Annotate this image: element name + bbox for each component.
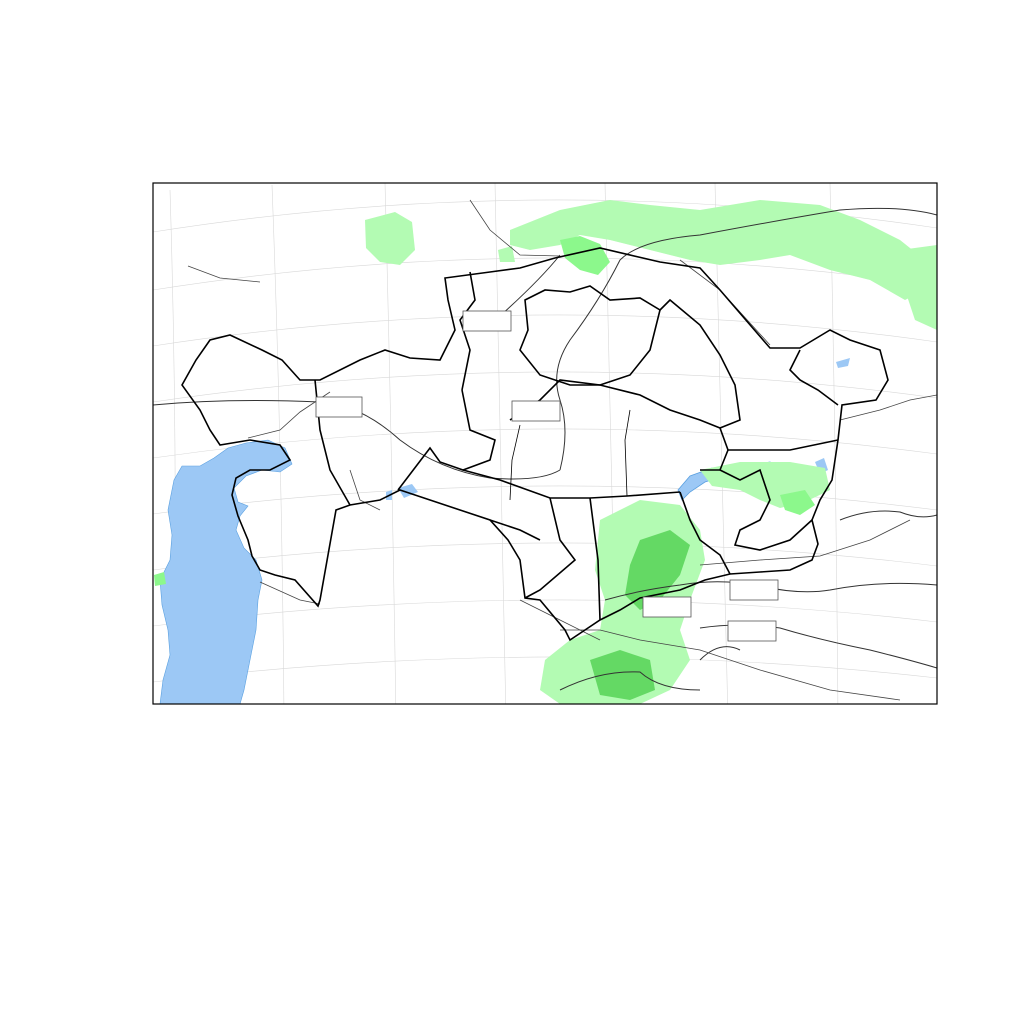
- map-area: [153, 183, 937, 720]
- neighbor-borders: [188, 200, 937, 700]
- region-border-13: [490, 520, 540, 540]
- national-border: [182, 248, 888, 640]
- region-border-5: [590, 498, 600, 620]
- region-border-thin-2: [510, 425, 520, 500]
- kazakhstan-borders: [182, 248, 888, 640]
- region-border-3: [463, 470, 680, 498]
- region-border-7: [510, 380, 728, 470]
- region-border-6: [520, 286, 660, 385]
- region-border-4: [525, 498, 575, 598]
- region-border-thin-1: [625, 410, 630, 496]
- region-border-9: [728, 440, 838, 450]
- caspian-sea: [160, 440, 292, 704]
- precip-caspian-sw: [154, 572, 166, 586]
- region-border-12: [790, 350, 838, 405]
- region-border-8: [660, 300, 740, 428]
- precip-east: [900, 245, 937, 330]
- precip-northwest: [365, 212, 415, 265]
- zaysan-lake: [836, 358, 850, 368]
